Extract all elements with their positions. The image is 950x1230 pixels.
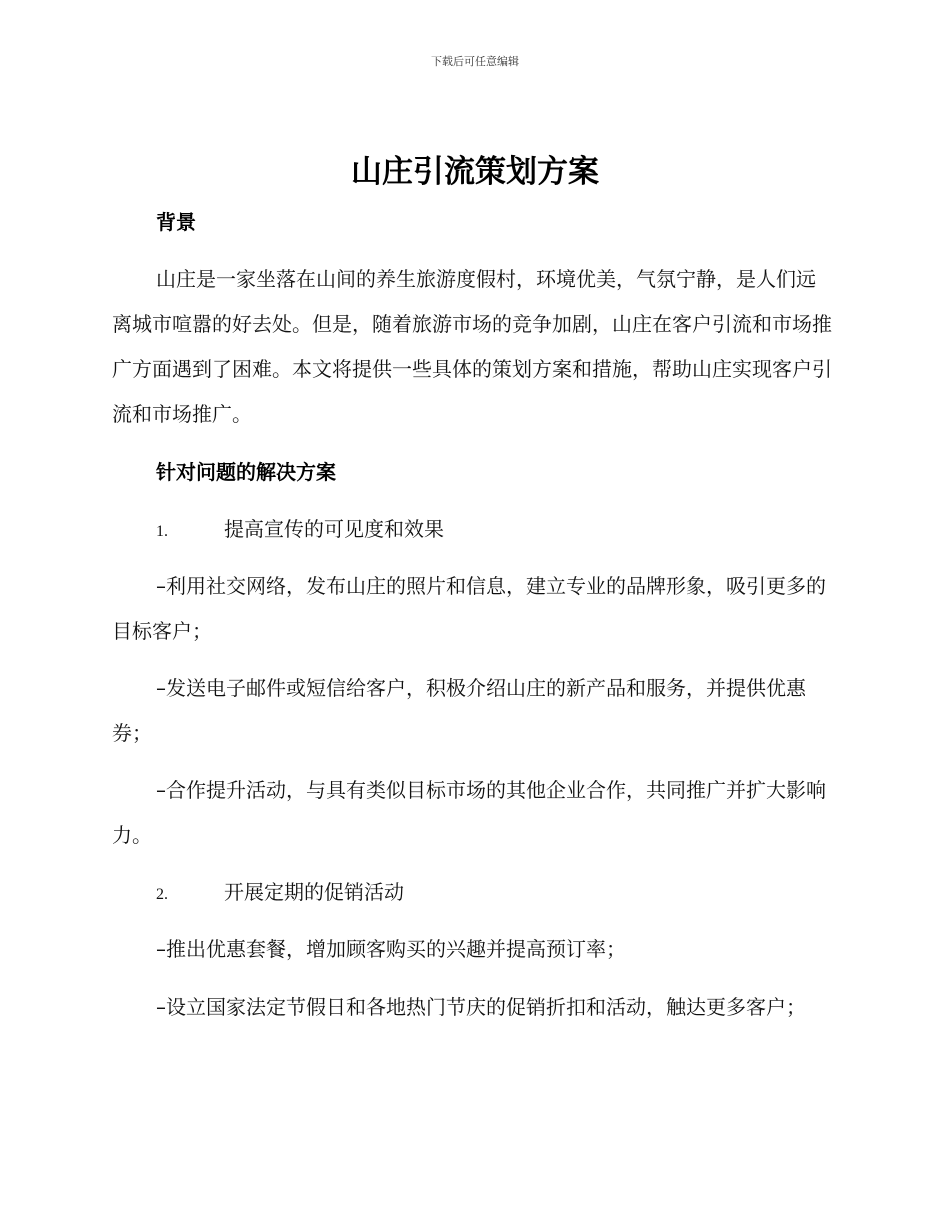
header-note: 下载后可任意编辑 xyxy=(431,55,519,68)
list-item: –推出优惠套餐，增加顾客购买的兴趣并提高预订率； xyxy=(156,937,626,961)
numbered-item-1 xyxy=(156,514,444,547)
item-label: 开展定期的促销活动 xyxy=(224,880,404,904)
background-heading: 背景 xyxy=(156,210,196,234)
list-item: –发送电子邮件或短信给客户，积极介绍山庄的新产品和服务，并提供优惠券； xyxy=(112,676,806,745)
background-paragraph: 山庄是一家坐落在山间的养生旅游度假村，环境优美，气氛宁静，是人们远离城市喧嚣的好去处。但是，随着旅游市场的竞争加剧，山庄在客户引流和市场推广方面遇到了困难。本文将提供一些具体的策划方案和措施，帮助山庄实现客户引流和市场推广。 xyxy=(112,267,832,426)
item-label: 提高宣传的可见度和效果 xyxy=(224,517,444,541)
list-item: –设立国家法定节假日和各地热门节庆的促销折扣和活动，触达更多客户； xyxy=(156,995,806,1019)
background-section xyxy=(112,257,832,437)
numbered-item-2 xyxy=(156,877,404,910)
item-number: 2. xyxy=(156,886,168,903)
item-number: 1. xyxy=(156,523,168,540)
list-item: –利用社交网络，发布山庄的照片和信息，建立专业的品牌形象，吸引更多的目标客户； xyxy=(112,574,826,643)
list-item: –合作提升活动，与具有类似目标市场的其他企业合作，共同推广并扩大影响力。 xyxy=(112,778,826,847)
document-title: 山庄引流策划方案 xyxy=(351,154,599,190)
solutions-heading: 针对问题的解决方案 xyxy=(156,460,336,484)
